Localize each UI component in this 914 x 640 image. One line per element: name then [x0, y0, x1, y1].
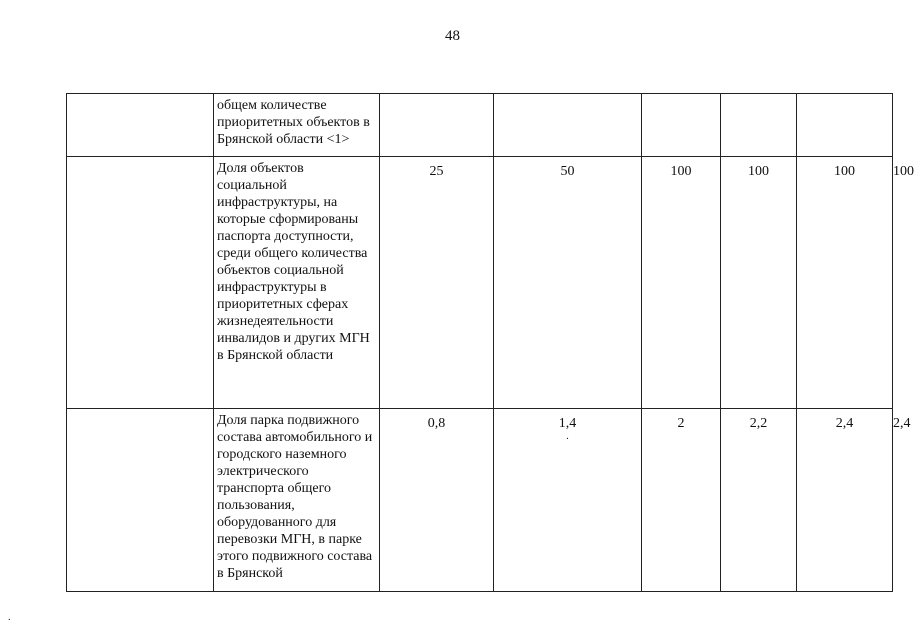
empty-cell	[67, 157, 214, 409]
value-cell: 100	[721, 157, 797, 409]
cell-value: 1,4	[558, 416, 577, 431]
scan-dot-mark: .	[566, 431, 569, 442]
scan-artifact-dot: .	[8, 612, 11, 623]
value-cell: 50	[494, 157, 642, 409]
empty-cell	[67, 94, 214, 157]
table-row	[67, 94, 893, 157]
value-cell	[721, 94, 797, 157]
value-cell: 2,4	[797, 409, 893, 592]
value-cell: 100	[797, 157, 893, 409]
indicators-table	[66, 93, 914, 592]
indicator-label: общем количестве приоритетных объектов в Брянской области <1>	[214, 94, 380, 157]
value-cell	[642, 94, 721, 157]
value-cell-with-mark	[494, 409, 642, 592]
page-number: 48	[445, 28, 460, 44]
value-cell: 2,2	[721, 409, 797, 592]
empty-cell	[67, 409, 214, 592]
value-cell	[380, 94, 494, 157]
indicator-label: Доля объектов социальной инфраструктуры, на которые сформированы паспорта доступности, среди общего количества объектов социальной инфраструктуры в приоритетных сферах жизнедеятельности инвалидов и других МГН в Брянской области	[214, 157, 380, 409]
value-cell	[494, 94, 642, 157]
table-row: Доля объектов социальной инфраструктуры, на которые сформированы паспорта доступности, среди общего количества объектов социальной инфраструктуры в приоритетных сферах жизнедеятельности инвалидов и других МГН в Брянской области 25 50 100 100 100 100	[67, 157, 893, 409]
table-row: Доля парка подвижного состава автомобильного и городского наземного электрического транспорта общего пользования, оборудованного для перевозки МГН, в парке этого подвижного состава в Брянской 0,8 1,4 . 2 2,2 2,4 2,4	[67, 409, 893, 592]
value-cell: 100	[642, 157, 721, 409]
indicator-label: Доля парка подвижного состава автомобильного и городского наземного электрического транспорта общего пользования, оборудованного для перевозки МГН, в парке этого подвижного состава в Брянской	[214, 409, 380, 592]
value-cell	[797, 94, 893, 157]
value-cell: 0,8	[380, 409, 494, 592]
value-cell: 2	[642, 409, 721, 592]
value-cell: 25	[380, 157, 494, 409]
